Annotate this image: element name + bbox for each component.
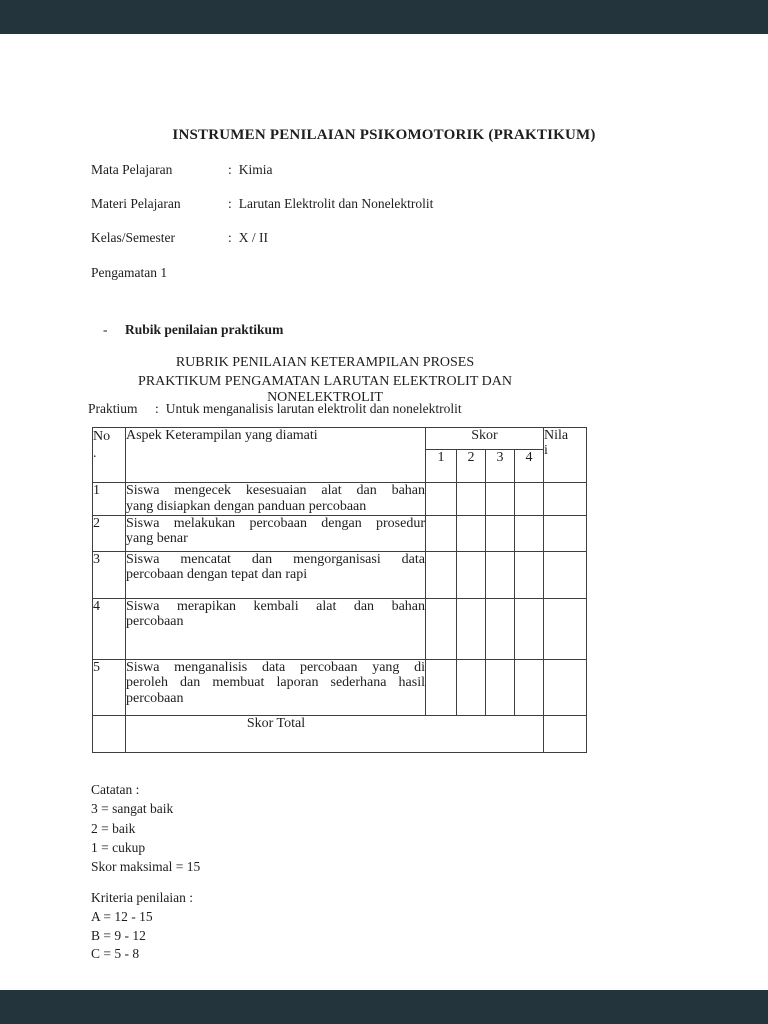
criteria-line: B = 9 - 12 <box>91 927 146 943</box>
score-cell <box>486 659 515 715</box>
score-cell <box>457 598 486 659</box>
meta-value: Larutan Elektrolit dan Nonelektrolit <box>238 196 434 211</box>
meta-row-material <box>91 196 433 212</box>
nilai-cell <box>544 598 587 659</box>
table-row <box>93 515 587 551</box>
aspek-line: Siswa melakukan percobaan dengan prosedur <box>126 515 425 531</box>
criteria-title: Kriteria penilaian : <box>91 890 193 905</box>
score-cell <box>515 551 544 598</box>
header-cell-no <box>93 428 126 483</box>
row-number-cell: 2 <box>93 515 126 551</box>
criteria-line: C = 5 - 8 <box>91 946 140 962</box>
score-cell <box>515 659 544 715</box>
praktium-separator: : <box>155 401 159 416</box>
header-no-dot: . <box>93 446 97 461</box>
meta-label: Kelas/Semester <box>91 230 175 245</box>
nilai-cell <box>544 483 587 516</box>
praktium-value: Untuk menganalisis larutan elektrolit dan nonelektrolit <box>165 401 462 416</box>
score-cell <box>426 483 457 516</box>
header-nilai-text: Nila <box>544 428 569 443</box>
nilai-cell <box>544 659 587 715</box>
praktium-label: Praktium <box>88 401 138 416</box>
notes-line: Skor maksimal = 15 <box>91 859 201 875</box>
skor-total-label: Skor Total <box>246 715 306 731</box>
score-cell <box>426 551 457 598</box>
criteria-line: A = 12 - 15 <box>91 908 153 924</box>
nilai-cell <box>544 515 587 551</box>
score-cell <box>515 483 544 516</box>
score-cell <box>486 483 515 516</box>
score-cell <box>457 551 486 598</box>
header-nilai-text2: i <box>544 443 548 458</box>
score-cell <box>457 483 486 516</box>
score-cell <box>426 598 457 659</box>
bullet-item-rubric <box>103 322 283 338</box>
meta-label: Materi Pelajaran <box>91 196 181 211</box>
header-cell-aspek: Aspek Keterampilan yang diamati <box>126 428 426 483</box>
meta-separator: : <box>228 162 232 177</box>
meta-label: Mata Pelajaran <box>91 162 173 177</box>
page-title: INSTRUMEN PENILAIAN PSIKOMOTORIK (PRAKTIKUM) <box>172 127 596 143</box>
meta-value: X / II <box>238 230 269 245</box>
header-no-text: No <box>93 429 111 444</box>
aspek-line: yang disiapkan dengan panduan percobaan <box>126 498 367 514</box>
header-cell-skor: Skor <box>426 428 544 450</box>
score-cell <box>486 551 515 598</box>
viewer-bottom-bar <box>0 990 768 1024</box>
meta-value: Kimia <box>238 162 273 177</box>
table-footer-row <box>93 715 587 752</box>
meta-separator: : <box>228 196 232 211</box>
table-row <box>93 551 587 598</box>
score-cell <box>515 515 544 551</box>
score-cell <box>486 515 515 551</box>
footer-skor-total-cell <box>126 715 544 752</box>
row-number-cell: 5 <box>93 659 126 715</box>
criteria-block <box>91 889 193 964</box>
aspek-cell <box>126 598 426 659</box>
meta-separator: : <box>228 230 232 245</box>
score-cell <box>457 659 486 715</box>
score-cell <box>426 659 457 715</box>
aspek-cell <box>126 551 426 598</box>
row-number-cell: 3 <box>93 551 126 598</box>
aspek-cell <box>126 483 426 516</box>
aspek-line: Siswa mencatat dan mengorganisasi data <box>126 551 425 567</box>
meta-row-class-semester <box>91 230 268 246</box>
notes-title: Catatan : <box>91 782 140 797</box>
aspek-line: yang benar <box>126 531 188 547</box>
aspek-cell <box>126 659 426 715</box>
viewer-top-bar <box>0 0 768 34</box>
bullet-text: Rubik penilaian praktikum <box>125 322 284 337</box>
aspek-line: Siswa menganalisis data percobaan yang di <box>126 659 425 675</box>
praktium-row <box>88 401 462 417</box>
aspek-line: Siswa merapikan kembali alat dan bahan <box>126 598 425 614</box>
rubric-table <box>92 427 587 753</box>
row-number-cell: 4 <box>93 598 126 659</box>
table-row <box>93 483 587 516</box>
header-cell-score-3: 3 <box>486 450 515 483</box>
meta-row-subject <box>91 162 273 178</box>
nilai-cell <box>544 551 587 598</box>
aspek-line: percobaan <box>126 691 184 707</box>
header-cell-score-1: 1 <box>426 450 457 483</box>
observation-label: Pengamatan 1 <box>91 265 168 280</box>
score-cell <box>457 515 486 551</box>
bullet-dash: - <box>103 322 108 337</box>
rubric-heading-line1: RUBRIK PENILAIAN KETERAMPILAN PROSES <box>175 355 475 370</box>
aspek-line: peroleh dan membuat laporan sederhana hasil <box>126 675 425 691</box>
notes-line: 1 = cukup <box>91 839 146 855</box>
notes-line: 3 = sangat baik <box>91 801 174 817</box>
aspek-line: Siswa mengecek kesesuaian alat dan bahan <box>126 483 425 498</box>
document-page <box>0 34 768 990</box>
aspek-cell <box>126 515 426 551</box>
score-cell <box>515 598 544 659</box>
aspek-line: percobaan <box>126 614 184 630</box>
table-header-row-1 <box>93 428 587 450</box>
header-cell-nilai <box>544 428 587 483</box>
row-number-cell: 1 <box>93 483 126 516</box>
footer-nilai-cell <box>544 715 587 752</box>
table-row <box>93 659 587 715</box>
footer-no-cell <box>93 715 126 752</box>
score-cell <box>426 515 457 551</box>
table-row <box>93 598 587 659</box>
aspek-line: percobaan dengan tepat dan rapi <box>126 567 308 583</box>
score-cell <box>486 598 515 659</box>
header-cell-score-4: 4 <box>515 450 544 483</box>
notes-line: 2 = baik <box>91 820 136 836</box>
notes-block <box>91 780 200 876</box>
header-cell-score-2: 2 <box>457 450 486 483</box>
rubric-heading-line2: PRAKTIKUM PENGAMATAN LARUTAN ELEKTROLIT DAN NONELEKTROLIT <box>138 374 512 405</box>
